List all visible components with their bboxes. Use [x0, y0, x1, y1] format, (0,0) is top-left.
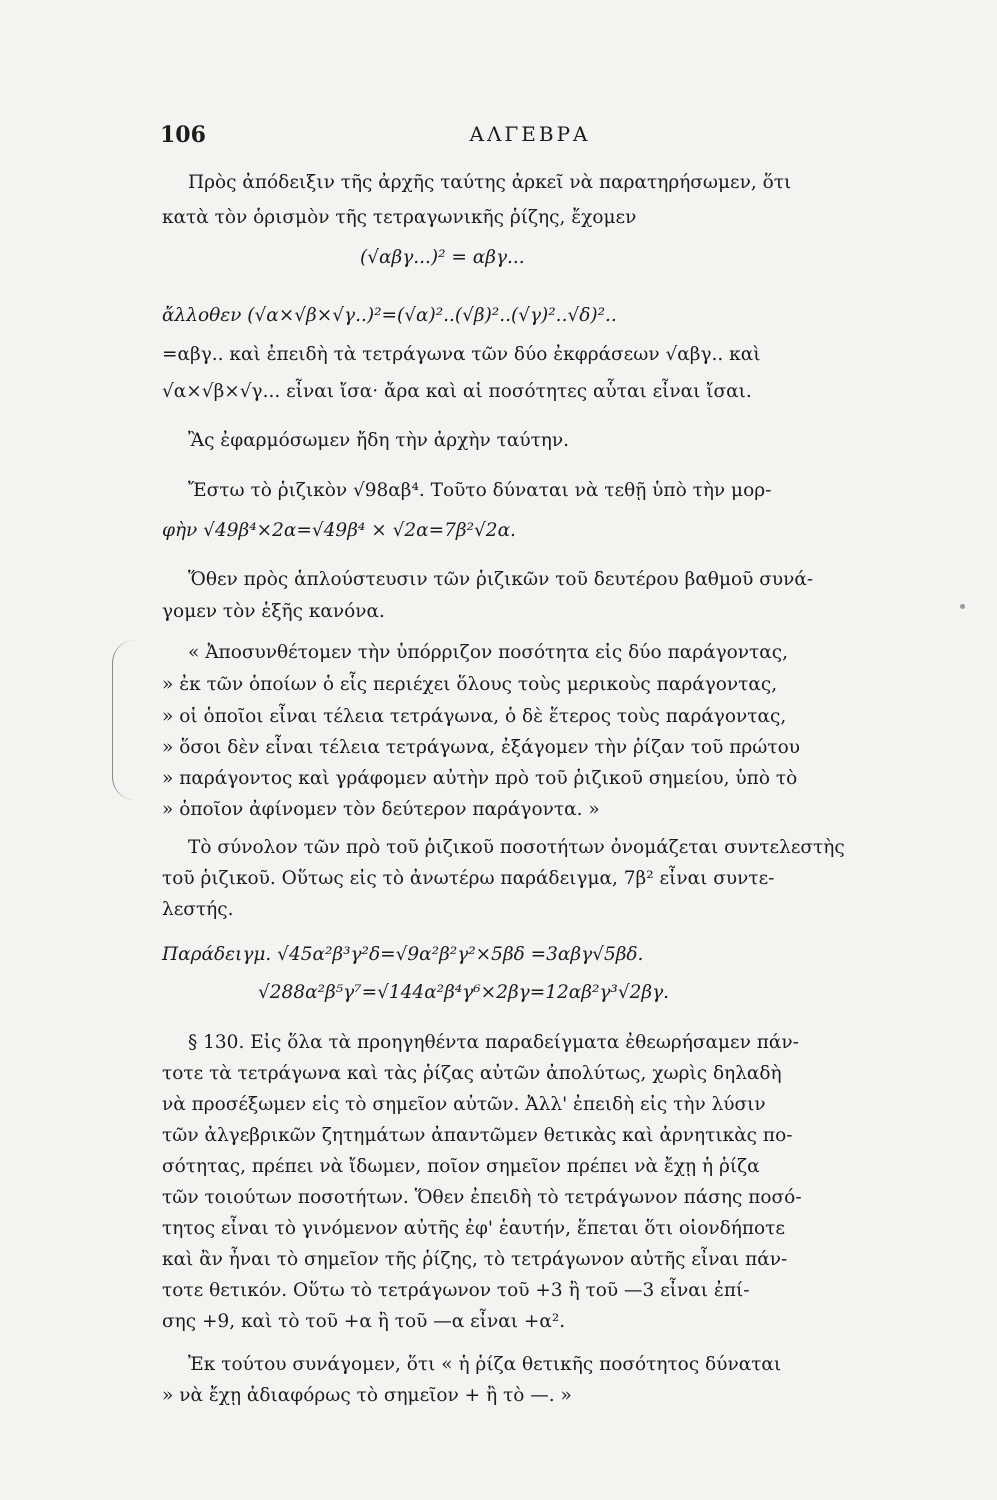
- text-line: » νὰ ἔχῃ ἀδιαφόρως τὸ σημεῖον + ἢ τὸ —. »: [162, 1385, 572, 1406]
- text-line: κατὰ τὸν ὁρισμὸν τῆς τετραγωνικῆς ῥίζης, ἔχομεν: [162, 207, 637, 228]
- text-line: τοτε τὰ τετράγωνα καὶ τὰς ῥίζας αὐτῶν ἀπολύτως, χωρὶς δηλαδὴ: [162, 1063, 782, 1084]
- text-line: τῶν ἀλγεβρικῶν ζητημάτων ἀπαντῶμεν θετικὰς καὶ ἀρνητικὰς πο-: [162, 1125, 793, 1146]
- text-line: νὰ προσέξωμεν εἰς τὸ σημεῖον αὐτῶν. Ἀλλ' ἐπειδὴ εἰς τὴν λύσιν: [162, 1094, 766, 1115]
- text-line: γομεν τὸν ἑξῆς κανόνα.: [162, 601, 385, 622]
- text-line: =αβγ.. καὶ ἐπειδὴ τὰ τετράγωνα τῶν δύο ἐκφράσεων √αβγ.. καὶ: [162, 344, 761, 365]
- text-line: τοτε θετικόν. Οὕτω τὸ τετράγωνον τοῦ +3 ἢ τοῦ —3 εἶναι ἐπί-: [162, 1280, 750, 1301]
- running-title: ΑΛΓΕΒΡΑ: [469, 122, 591, 146]
- example-equation: √288α²β⁵γ⁷=√144α²β⁴γ⁶×2βγ=12αβ²γ³√2βγ.: [258, 982, 670, 1003]
- text-line: τοῦ ῥιζικοῦ. Οὕτως εἰς τὸ ἀνωτέρω παράδειγμα, 7β² εἶναι συντε-: [162, 868, 775, 889]
- text-line: σότητας, πρέπει νὰ ἴδωμεν, ποῖον σημεῖον πρέπει νὰ ἔχῃ ἡ ῥίζα: [162, 1156, 760, 1177]
- quoted-rule-line: » ὅσοι δὲν εἶναι τέλεια τετράγωνα, ἐξάγομεν τὴν ῥίζαν τοῦ πρώτου: [162, 737, 800, 758]
- quoted-rule-line: » παράγοντος καὶ γράφομεν αὐτὴν πρὸ τοῦ ῥιζικοῦ σημείου, ὑπὸ τὸ: [162, 768, 798, 789]
- text-line: Ἐκ τούτου συνάγομεν, ὅτι « ἡ ῥίζα θετικῆς ποσότητος δύναται: [188, 1354, 782, 1375]
- text-line: Ἔστω τὸ ῥιζικὸν √98αβ⁴. Τοῦτο δύναται νὰ τεθῇ ὑπὸ τὴν μορ-: [188, 480, 772, 501]
- equation-line: (√αβγ...)² = αβγ...: [360, 247, 525, 268]
- text-line: καὶ ἂν ἦναι τὸ σημεῖον τῆς ῥίζης, τὸ τετράγωνον αὐτῆς εἶναι πάν-: [162, 1249, 788, 1270]
- text-line: Πρὸς ἀπόδειξιν τῆς ἀρχῆς ταύτης ἀρκεῖ νὰ παρατηρήσωμεν, ὅτι: [188, 172, 792, 193]
- page-header: [160, 122, 900, 152]
- margin-bracket-mark: [112, 640, 135, 800]
- text-line: Ὅθεν πρὸς ἁπλούστευσιν τῶν ῥιζικῶν τοῦ δευτέρου βαθμοῦ συνά-: [188, 569, 814, 590]
- equation-line: ἄλλοθεν (√α×√β×√γ..)²=(√α)²..(√β)²..(√γ)²..√δ)²..: [162, 305, 617, 326]
- quoted-rule-line: « Ἀποσυνθέτομεν τὴν ὑπόρριζον ποσότητα εἰς δύο παράγοντας,: [188, 642, 788, 663]
- text-line: Ἂς ἐφαρμόσωμεν ἤδη τὴν ἀρχὴν ταύτην.: [188, 430, 570, 451]
- section-130-line: § 130. Εἰς ὅλα τὰ προηγηθέντα παραδείγματα ἐθεωρήσαμεν πάν-: [188, 1032, 799, 1053]
- text-line: τητος εἶναι τὸ γινόμενον αὐτῆς ἐφ' ἑαυτήν, ἕπεται ὅτι οἱονδήποτε: [162, 1218, 786, 1239]
- quoted-rule-line: » ὁποῖον ἀφίνομεν τὸν δεύτερον παράγοντα. »: [162, 799, 600, 820]
- page-number: 106: [160, 122, 206, 148]
- ink-speck: [960, 604, 965, 609]
- text-line: Τὸ σύνολον τῶν πρὸ τοῦ ῥιζικοῦ ποσοτήτων ὀνομάζεται συντελεστὴς: [188, 837, 845, 858]
- text-line: σης +9, καὶ τὸ τοῦ +α ἢ τοῦ —α εἶναι +α².: [162, 1311, 566, 1332]
- quoted-rule-line: » ἐκ τῶν ὁποίων ὁ εἷς περιέχει ὅλους τοὺς μερικοὺς παράγοντας,: [162, 674, 778, 695]
- text-line: τῶν τοιούτων ποσοτήτων. Ὅθεν ἐπειδὴ τὸ τετράγωνον πάσης ποσό-: [162, 1187, 802, 1208]
- example-equation: Παράδειγμ. √45α²β³γ²δ=√9α²β²γ²×5βδ =3αβγ√5βδ.: [162, 944, 644, 965]
- equation-line: φὴν √49β⁴×2α=√49β⁴ × √2α=7β²√2α.: [162, 520, 516, 541]
- text-line: √α×√β×√γ... εἶναι ἴσα· ἄρα καὶ αἱ ποσότητες αὗται εἶναι ἴσαι.: [162, 381, 752, 402]
- quoted-rule-line: » οἱ ὁποῖοι εἶναι τέλεια τετράγωνα, ὁ δὲ ἕτερος τοὺς παράγοντας,: [162, 706, 787, 727]
- text-line: λεστής.: [162, 899, 234, 920]
